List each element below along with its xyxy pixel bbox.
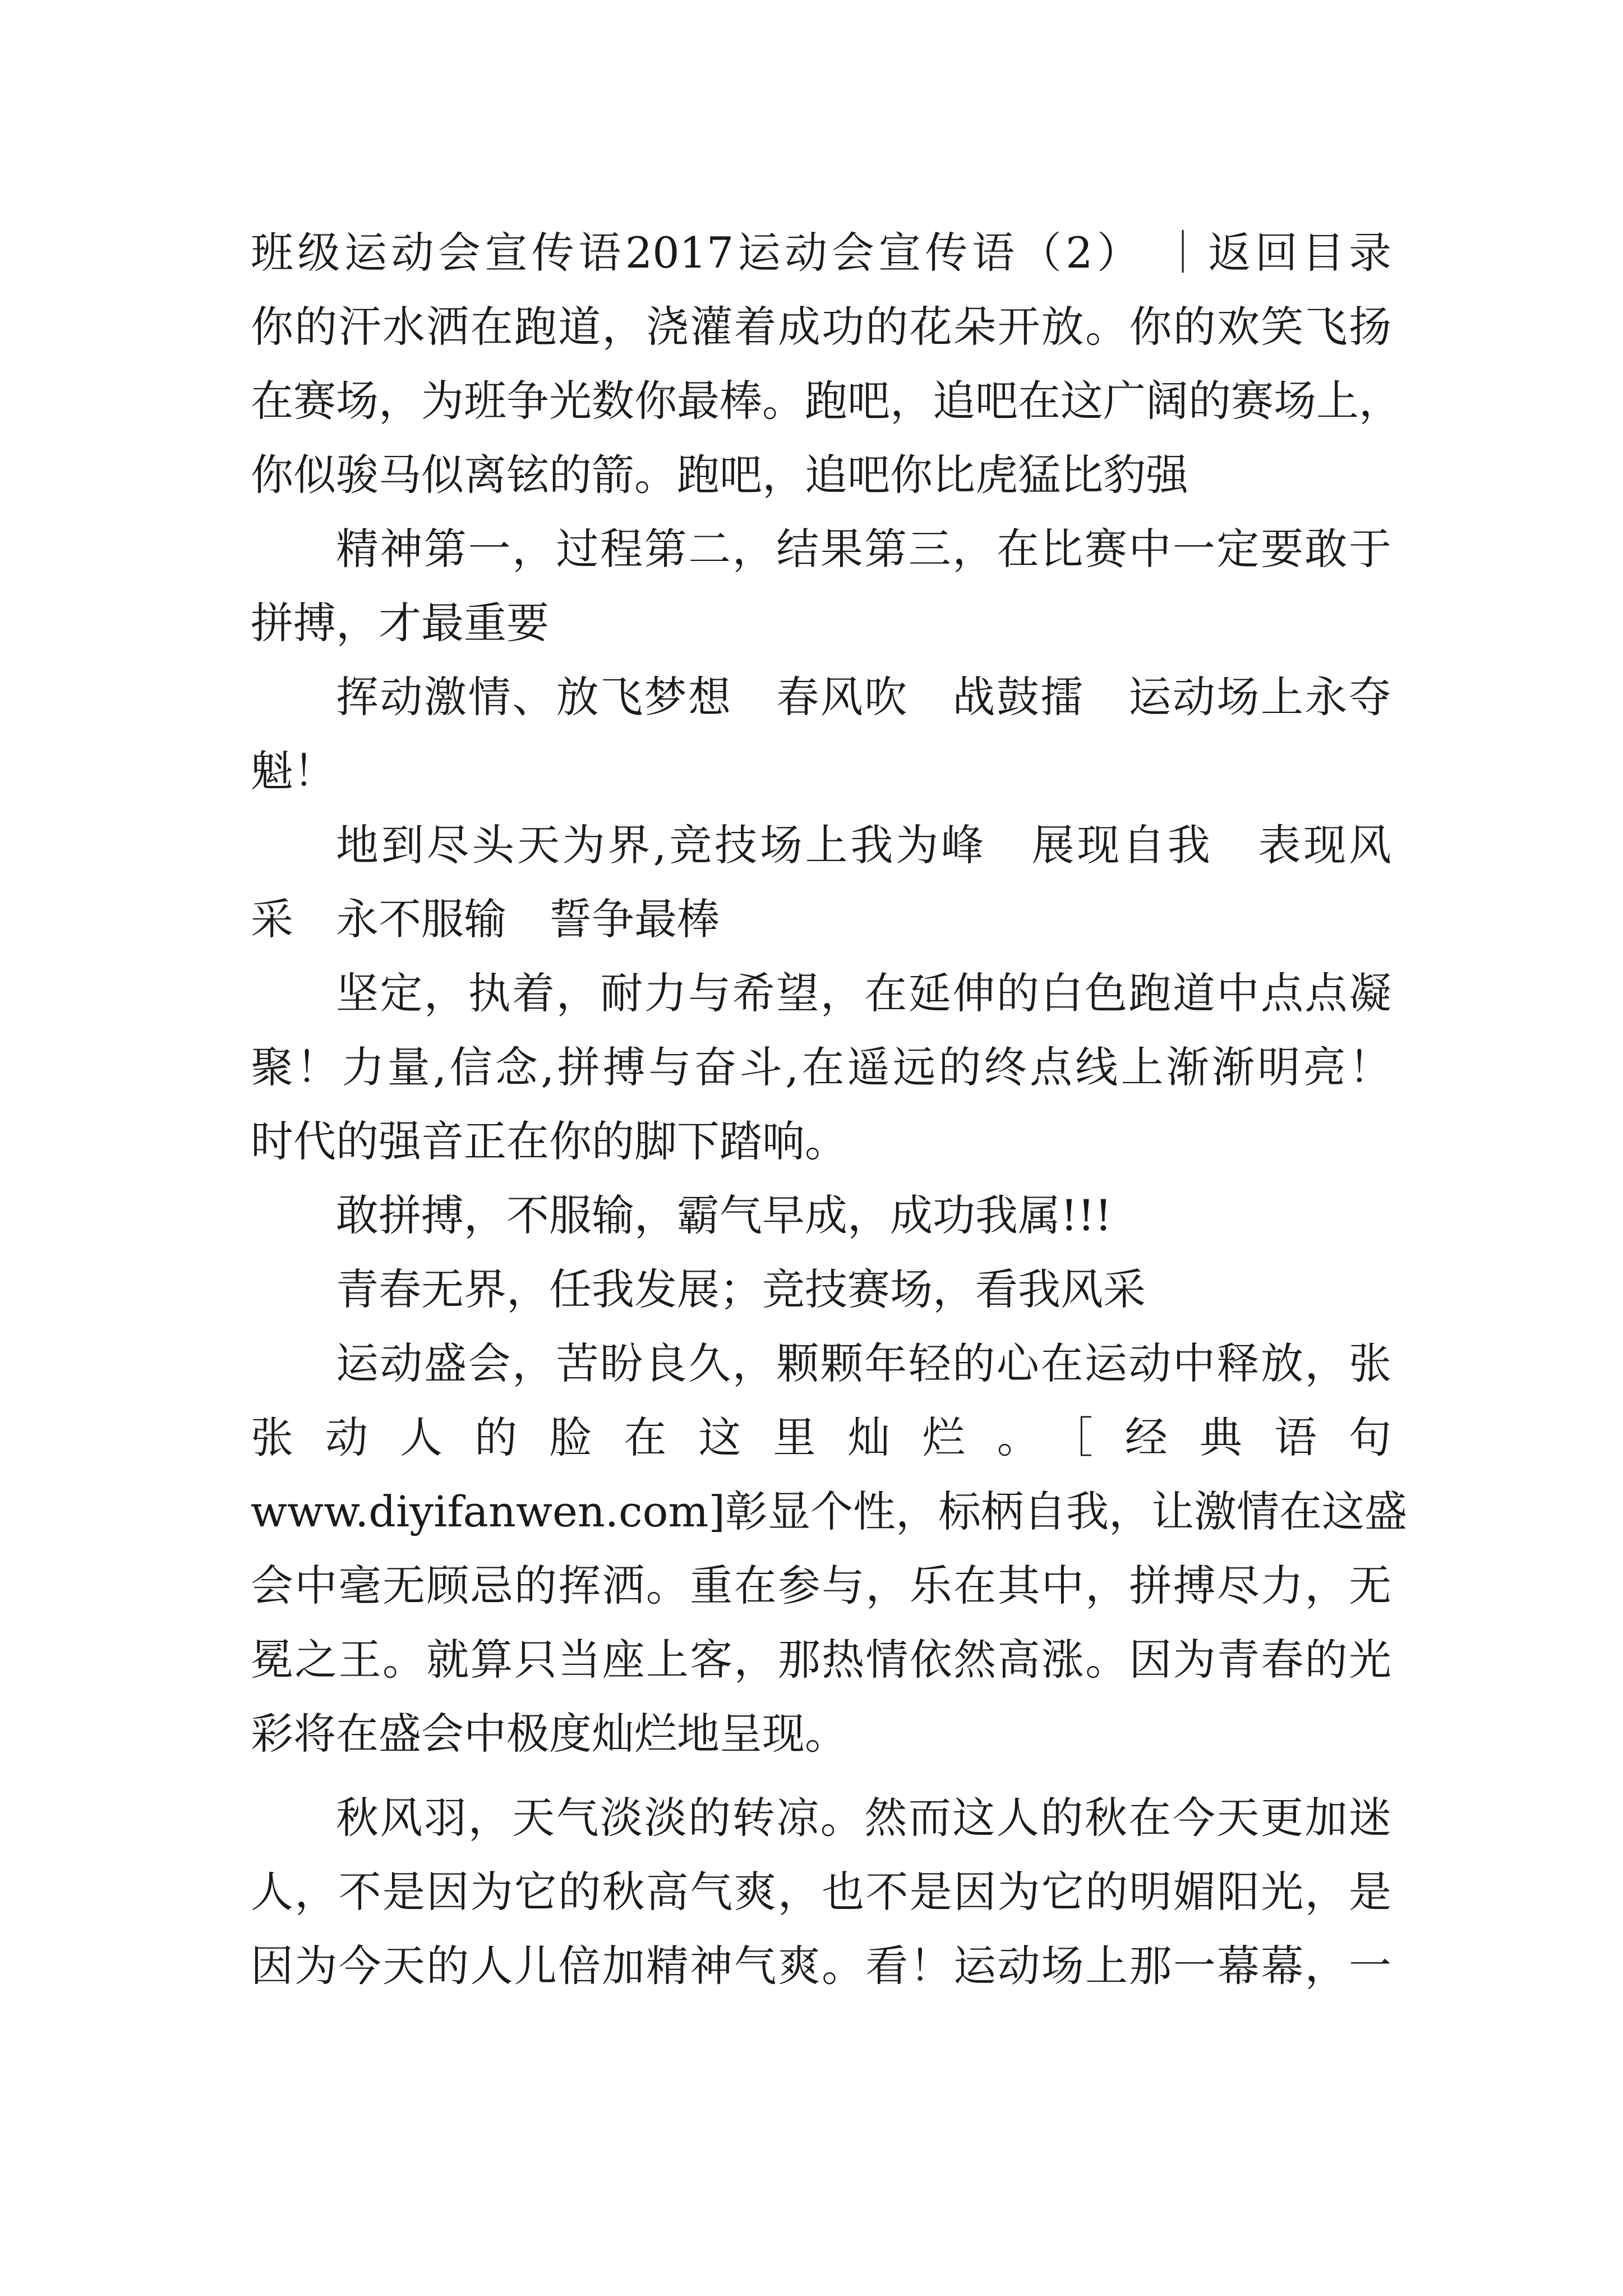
paragraph-1-line-1: 班级运动会宣传语2017运动会宣传语（2） ｜返回目录 bbox=[251, 228, 1391, 278]
paragraph-9-line-1: 秋风羽，天气淡淡的转凉。然而这人的秋在今天更加迷 bbox=[336, 1793, 1391, 1843]
paragraph-9-line-3: 因为今天的人儿倍加精神气爽。看！运动场上那一幕幕，一 bbox=[251, 1941, 1391, 1991]
paragraph-1-line-2: 你的汗水洒在跑道，浇灌着成功的花朵开放。你的欢笑飞扬 bbox=[251, 302, 1391, 352]
paragraph-9-line-2: 人，不是因为它的秋高气爽，也不是因为它的明媚阳光，是 bbox=[251, 1867, 1391, 1917]
paragraph-7-line-1: 青春无界，任我发展；竞技赛场，看我风采 bbox=[336, 1264, 1146, 1314]
paragraph-1-line-3: 在赛场，为班争光数你最棒。跑吧，追吧在这广阔的赛场上， bbox=[251, 376, 1401, 426]
paragraph-8-line-5: 冕之王。就算只当座上客，那热情依然高涨。因为青春的光 bbox=[251, 1635, 1391, 1685]
paragraph-8-line-6: 彩将在盛会中极度灿烂地呈现。 bbox=[251, 1709, 847, 1759]
paragraph-2-line-2: 拼搏，才最重要 bbox=[251, 598, 549, 648]
paragraph-3-line-2: 魁！ bbox=[251, 746, 336, 796]
paragraph-8-line-4: 会中毫无顾忌的挥洒。重在参与，乐在其中，拼搏尽力，无 bbox=[251, 1561, 1391, 1611]
paragraph-8-line-3: www.diyifanwen.com]彰显个性，标柄自我，让激情在这盛 bbox=[251, 1487, 1408, 1536]
paragraph-4-line-1: 地到尽头天为界,竞技场上我为峰 展现自我 表现风 bbox=[336, 820, 1391, 870]
paragraph-spacer bbox=[251, 1771, 1391, 1781]
paragraph-4-line-2: 采 永不服输 誓争最棒 bbox=[251, 894, 720, 944]
paragraph-5-line-3: 时代的强音正在你的脚下踏响。 bbox=[251, 1116, 847, 1166]
paragraph-5-line-2: 聚！力量,信念,拼搏与奋斗,在遥远的终点线上渐渐明亮！ bbox=[251, 1042, 1391, 1092]
paragraph-5-line-1: 坚定，执着，耐力与希望，在延伸的白色跑道中点点凝 bbox=[336, 968, 1391, 1018]
paragraph-2-line-1: 精神第一，过程第二，结果第三，在比赛中一定要敢于 bbox=[336, 524, 1391, 574]
document-body bbox=[251, 216, 1408, 2003]
paragraph-3-line-1: 挥动激情、放飞梦想 春风吹 战鼓擂 运动场上永夺 bbox=[336, 672, 1391, 722]
paragraph-8-line-2: 张动人的脸在这里灿烂。［经典语句 bbox=[251, 1412, 1391, 1462]
paragraph-8-line-1: 运动盛会，苦盼良久，颗颗年轻的心在运动中释放，张 bbox=[336, 1338, 1391, 1388]
paragraph-6-line-1: 敢拼搏，不服输，霸气早成，成功我属!!! bbox=[336, 1190, 1112, 1240]
paragraph-1-line-4: 你似骏马似离铉的箭。跑吧，追吧你比虎猛比豹强 bbox=[251, 450, 1188, 500]
